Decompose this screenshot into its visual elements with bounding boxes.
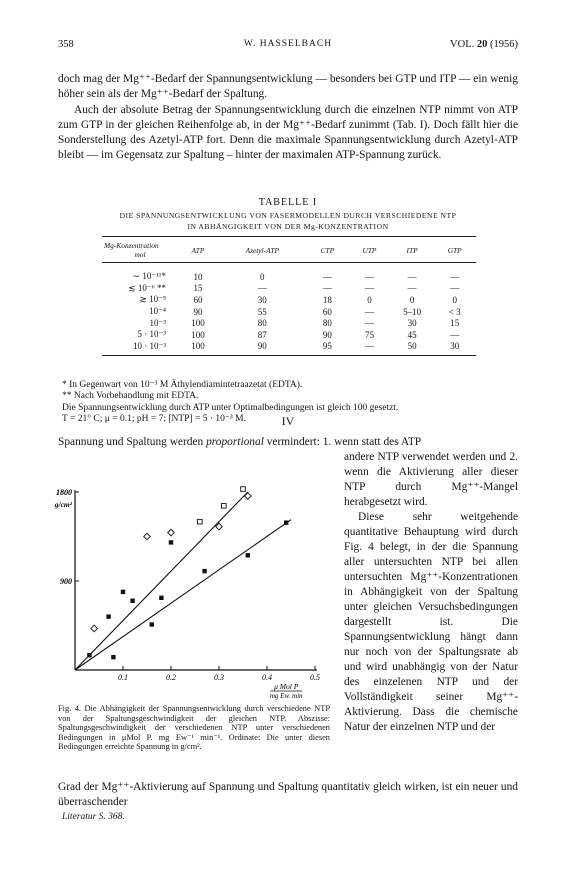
table-row [102, 294, 476, 306]
data-point-open-square [241, 487, 246, 492]
year: (1956) [490, 39, 518, 50]
table-row [102, 283, 476, 295]
column-header: GTP [433, 237, 476, 263]
section-lead-emphasis: proportional [206, 436, 264, 448]
data-point-open-square [198, 519, 203, 524]
table-row [102, 341, 476, 356]
column-header: ATP [178, 237, 218, 263]
data-point-filled [284, 520, 288, 524]
table-cell: 0 [409, 294, 415, 305]
table-cell: 10⁻³ [149, 317, 166, 328]
table-cell: 0 [260, 271, 265, 282]
column-header: UTP [348, 237, 391, 263]
table-cell: — [322, 283, 332, 294]
data-point-filled [130, 599, 134, 603]
table-cell: 0 [452, 294, 457, 305]
section-lead-start: Spannung und Spaltung werden [58, 436, 207, 448]
data-point-filled [169, 540, 173, 544]
table-cell: 30 [433, 341, 476, 356]
table-cell: — [407, 283, 417, 294]
literature-reference: Literatur S. 368. [62, 812, 125, 822]
table-cell: — [257, 283, 267, 294]
data-point-open-diamond [91, 625, 98, 632]
table-cell: 87 [257, 329, 267, 340]
table-cell: 15 [450, 318, 460, 329]
data-point-filled [87, 653, 91, 657]
data-point-filled [202, 569, 206, 573]
page-number: 358 [58, 39, 74, 50]
column-header-concentration [102, 237, 178, 263]
table-row [102, 271, 476, 283]
x-tick-label: 0.5 [310, 673, 320, 682]
table-cell: 100 [191, 329, 205, 340]
table-cell: 90 [193, 306, 203, 317]
column-header: ITP [391, 237, 434, 263]
table-cell: ∼ 10⁻¹¹* [132, 271, 166, 282]
table-cell: 10 [193, 271, 203, 282]
table-cell: 0 [367, 294, 372, 305]
data-point-filled [150, 622, 154, 626]
data-point-open-diamond [168, 529, 175, 536]
table-cell: 80 [257, 318, 267, 329]
x-tick-label: 0.2 [166, 673, 176, 682]
volume-info [450, 39, 518, 50]
author-name: W. HASSELBACH [243, 39, 333, 49]
table-cell: 30 [257, 294, 267, 305]
table-header-row [102, 237, 476, 263]
table-cell: — [364, 283, 374, 294]
footnote: T = 21° C; μ = 0.1; pH = 7; [NTP] = 5 · 10⁻³ M. [62, 414, 246, 425]
table-cell: — [364, 306, 374, 317]
table-row [102, 329, 476, 341]
table-cell: 5–10 [403, 306, 422, 317]
data-point-filled [106, 614, 110, 618]
x-axis-label-denominator: mg Ew. min [269, 692, 303, 700]
x-tick-label: 0.4 [262, 673, 272, 682]
table-cell: 50 [391, 341, 434, 356]
volume-prefix: VOL. [450, 39, 475, 50]
table-caption-line-1: DIE SPANNUNGSENTWICKLUNG VON FASERMODELLEN DURCH VERSCHIEDENE NTP [119, 211, 457, 220]
table-cell: — [450, 283, 460, 294]
second-paragraph: Auch der absolute Betrag der Spannungsentwicklung durch die einzelnen NTP nimmt von ATP zum GTP in der gleichen Reihenfolge ab, in der Mg⁺⁺-Bedarf zunimmt (Tab. I). Doch fällt hier die Sonderstellung des Azetyl-ATP fort. Denn die maximale Spannungsentwicklung durch Azetyl-ATP bleibt — im Gegensatz zur Spaltung – hinter der maximalen ATP-Spannung zurück. [58, 104, 518, 161]
y-tick-label: 900 [60, 577, 72, 586]
fit-line [75, 520, 291, 670]
table-cell: 60 [322, 306, 332, 317]
table-cell: 80 [322, 318, 332, 329]
figure-4-scatter-plot [36, 482, 338, 704]
table-caption-line-2: IN ABHÄNGIGKEIT VON DER Mg-KONZENTRATION [187, 222, 389, 231]
y-axis-label: g/cm² [54, 500, 72, 509]
volume-number: 20 [476, 39, 488, 50]
y-tick-label: 1800 [56, 488, 72, 497]
table-cell: 55 [257, 306, 267, 317]
table-cell: — [348, 341, 391, 356]
table-cell: — [450, 329, 460, 340]
concentration-label: Mg-Konzentration [104, 241, 159, 250]
table-cell: ≲ 10⁻⁶ ** [128, 282, 166, 293]
right-column-paragraph: Diese sehr weitgehende quantitative Behauptung wird durch Fig. 4 belegt, in der die Spannung aller untersuchten NTP bei allen untersuchten Mg⁺⁺-Konzentrationen in Abhängigkeit von der Spaltung unter gleichen Versuchsbedingungen dargestellt ist. Die Spannungsentwicklung hängt dann nur noch von der Spaltungsrate ab und wird unabhängig von der Natur des einzelenen NTP und der Vollständigkeit seiner Mg⁺⁺-Aktivierung. Dass die chemische Natur der einzelnen NTP und der [344, 511, 518, 733]
table-cell: — [364, 271, 374, 282]
table-cell: 45 [407, 329, 417, 340]
fit-line [75, 492, 248, 670]
intro-paragraph: doch mag der Mg⁺⁺-Bedarf der Spannungsentwicklung — besonders bei GTP und ITP — ein wenig höher sein als der Mg⁺⁺-Bedarf der Spaltung. [58, 73, 518, 100]
table-cell: — [407, 271, 417, 282]
data-point-filled [159, 596, 163, 600]
table-cell: — [450, 271, 460, 282]
table-cell: ≳ 10⁻⁵ [139, 294, 166, 305]
footnote: ** Nach Vorbehandlung mit EDTA. [62, 391, 199, 402]
table-cell: 15 [193, 283, 203, 294]
table-cell: 10 · 10⁻³ [102, 341, 178, 356]
table-cell: 95 [307, 341, 349, 356]
table-cell: 100 [191, 318, 205, 329]
table-cell: 75 [364, 329, 374, 340]
right-column-paragraph: andere NTP verwendet werden und 2. wenn die Aktivierung aller dieser NTP durch Mg⁺⁺-Mangel herabgesetzt wird. [344, 451, 518, 508]
data-point-open-square [222, 504, 227, 509]
table-row [102, 306, 476, 318]
table-cell: 10⁻⁴ [149, 306, 166, 317]
x-axis-label-numerator: μ Mol P [274, 682, 299, 691]
data-table [102, 236, 476, 356]
table-cell: 30 [407, 318, 417, 329]
running-header [58, 39, 518, 55]
table-cell: < 3 [448, 306, 461, 317]
table-cell: 90 [218, 341, 307, 356]
table-cell: 5 · 10⁻³ [137, 329, 166, 340]
table-cell: 90 [322, 329, 332, 340]
x-tick-label: 0.1 [118, 673, 128, 682]
section-lead-paragraph [58, 435, 518, 450]
x-tick-label: 0.3 [214, 673, 224, 682]
section-lead-end: vermindert: 1. wenn statt des ATP [263, 436, 422, 448]
table-row [102, 317, 476, 329]
table-caption [58, 210, 518, 232]
table-cell: 60 [193, 294, 203, 305]
column-header: Azetyl-ATP [218, 237, 307, 263]
data-point-open-diamond [144, 533, 151, 540]
figure-caption: Fig. 4. Die Abhängigkeit der Spannungsentwicklung durch verschiedene NTP von der Spaltungsgeschwindigkeit der gleichen NTP. Abszisse: Spaltungsgeschwindigkeit der verschiedenen NTP unter verschiedenen Bedingungen in μMol P. mg Ew⁻¹ min⁻¹. Ordinate: Die unter diesen Bedingungen erreichte Spannung in g/cm². [58, 704, 330, 752]
section-number: IV [281, 414, 295, 428]
right-column-text [344, 450, 518, 735]
table-cell: 100 [178, 341, 218, 356]
data-point-filled [121, 590, 125, 594]
table-cell: — [322, 271, 332, 282]
data-point-filled [111, 655, 115, 659]
table-title: TABELLE I [258, 197, 318, 208]
column-header: CTP [307, 237, 349, 263]
closing-paragraph: Grad der Mg⁺⁺-Aktivierung auf Spannung und Spaltung quantitativ gleich wirken, ist ein neuer und überraschender [58, 781, 518, 808]
footnote: Die Spannungsentwicklung durch ATP unter Optimalbedingungen ist gleich 100 gesetzt. [62, 402, 399, 413]
footnote: * In Gegenwart von 10⁻³ M Äthylendiamintetraazetat (EDTA). [62, 380, 303, 390]
concentration-unit: mol [134, 250, 146, 259]
data-point-filled [246, 553, 250, 557]
table-cell: 18 [322, 294, 332, 305]
table-cell: — [364, 318, 374, 329]
